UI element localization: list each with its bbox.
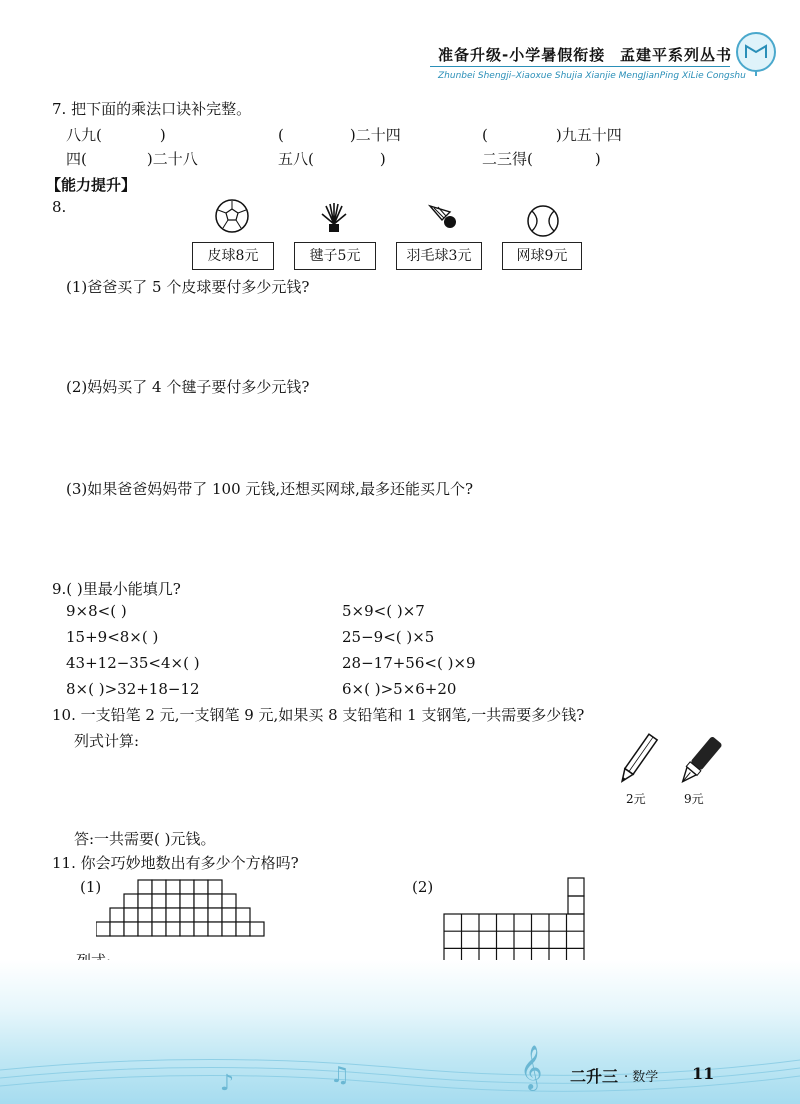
q8-sub2: (2)妈妈买了 4 个毽子要付多少元钱? <box>66 378 310 396</box>
footer-grade: 二升三 <box>570 1067 619 1086</box>
q11-part2-label: (2) <box>412 878 434 896</box>
q10-answer: 答:一共需要( )元钱。 <box>74 830 216 848</box>
fountain-pen-icon <box>672 732 728 790</box>
q8-number: 8. <box>52 198 67 216</box>
publisher-logo-icon <box>730 30 782 78</box>
q11-part1-label: (1) <box>80 878 102 896</box>
q7-item: 五八( ) <box>278 150 386 168</box>
svg-text:♪: ♪ <box>220 1071 235 1096</box>
q9-left: 15+9<8×( ) <box>66 628 159 646</box>
price-tag: 毽子5元 <box>294 242 376 270</box>
series-title: 准备升级-小学暑假衔接 <box>438 46 606 64</box>
price-tag: 皮球8元 <box>192 242 274 270</box>
svg-text:♫: ♫ <box>330 1063 350 1088</box>
pencil-icon <box>610 730 664 790</box>
q7-title: 7. 把下面的乘法口诀补完整。 <box>52 100 252 118</box>
q9-left: 43+12−35<4×( ) <box>66 654 200 672</box>
grid-figure-1 <box>96 876 276 944</box>
q10-title: 10. 一支铅笔 2 元,一支钢笔 9 元,如果买 8 支铅笔和 1 支钢笔,一共需要多少钱? <box>52 706 585 724</box>
soccer-ball-icon <box>214 198 250 234</box>
q8-sub3: (3)如果爸爸妈妈带了 100 元钱,还想买网球,最多还能买几个? <box>66 480 473 498</box>
q7-item: 四( )二十八 <box>66 150 198 168</box>
q7-item: ( )二十四 <box>278 126 401 144</box>
header-pinyin: Zhunbei Shengji–Xiaoxue Shujia Xianjie MengJianPing XiLie Congshu <box>438 71 746 81</box>
q7-item: 二三得( ) <box>482 150 601 168</box>
q9-right: 28−17+56<( )×9 <box>342 654 476 672</box>
q9-left: 9×8<( ) <box>66 602 127 620</box>
header-rule <box>430 66 730 67</box>
pencil-price: 2元 <box>626 792 646 806</box>
q7-item: 八九( ) <box>66 126 166 144</box>
q9-left: 8×( )>32+18−12 <box>66 680 200 698</box>
badminton-icon <box>424 200 464 236</box>
svg-text:𝄞: 𝄞 <box>520 1045 543 1089</box>
q9-right: 25−9<( )×5 <box>342 628 435 646</box>
q7-item: ( )九五十四 <box>482 126 622 144</box>
q9-right: 6×( )>5×6+20 <box>342 680 457 698</box>
section-title: 【能力提升】 <box>46 176 137 194</box>
q11-title: 11. 你会巧妙地数出有多少个方格吗? <box>52 854 299 872</box>
q9-title: 9.( )里最小能填几? <box>52 580 181 598</box>
q9-right: 5×9<( )×7 <box>342 602 425 620</box>
tennis-ball-icon <box>526 204 560 238</box>
page-number: 11 <box>692 1064 715 1083</box>
q10-calc-label: 列式计算: <box>74 732 140 750</box>
q8-sub1: (1)爸爸买了 5 个皮球要付多少元钱? <box>66 278 310 296</box>
shuttlecock-feather-icon <box>316 200 352 236</box>
brand-title: 孟建平系列丛书 <box>620 46 733 64</box>
price-tag: 羽毛球3元 <box>396 242 482 270</box>
pen-price: 9元 <box>684 792 704 806</box>
footer-subject: · 数学 <box>624 1070 659 1085</box>
music-staff-decoration <box>0 1030 800 1104</box>
price-tag: 网球9元 <box>502 242 582 270</box>
